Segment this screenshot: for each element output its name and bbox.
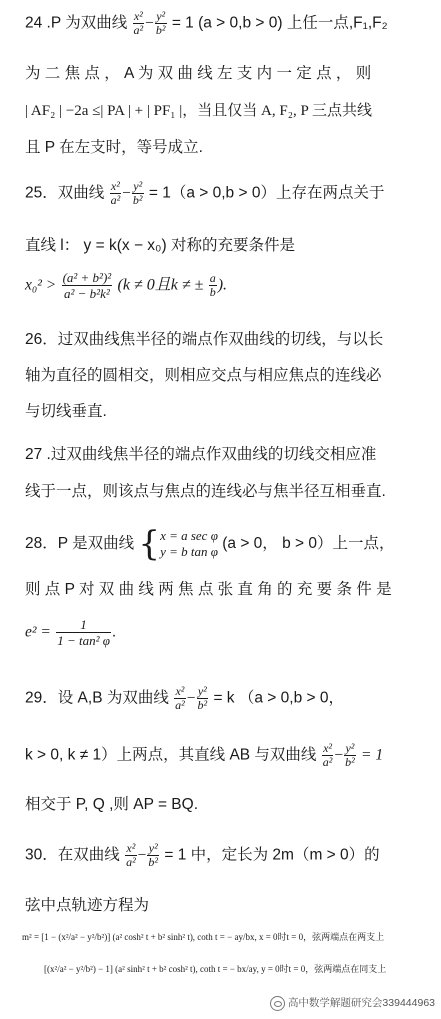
fraction-y2-b2: $\frac{\text{y²}}{\text{b²}}$ bbox=[148, 841, 159, 869]
item-24-line-1: 24 .P 为双曲线 $\frac{\text{x²}}{\text{a²}}$ − $\frac{\text{y²}}{\text{b²}}$ = 1 (a > 0,b > 0) 上任一点,F₁,F₂ bbox=[25, 9, 388, 37]
fraction-x2-a2: $\frac{\text{x²}}{\text{a²}}$ bbox=[322, 741, 333, 769]
fraction-condition: $\frac{\text{(a² + b²)²}}{\text{a² − b²k²}}$ bbox=[62, 270, 112, 301]
item-30-line-2: 弦中点轨迹方程为 bbox=[25, 897, 150, 914]
item-24-line-3: | AF₂ | −2a ≤| PA | + | PF₁ |，当且仅当 A, F₂, P 三点共线 bbox=[25, 103, 372, 119]
left-brace: { bbox=[138, 524, 161, 564]
fraction-x2-a2: $\frac{\text{x²}}{\text{a²}}$ bbox=[126, 841, 136, 869]
item-26-line-1: 26．过双曲线焦半径的端点作双曲线的切线，与以长 bbox=[25, 331, 384, 348]
watermark: 高中数学解题研究会339444963 bbox=[270, 995, 435, 1011]
fraction-y2-b2: $\frac{\text{y²}}{\text{b²}}$ bbox=[345, 741, 355, 769]
fraction-x2-a2: $\frac{\text{x²}}{\text{a²}}$ bbox=[133, 9, 144, 37]
item-26-line-2: 轴为直径的圆相交，则相应交点与相应焦点的连线必 bbox=[25, 367, 382, 384]
item-28-line-2: 则 点 P 对 双 曲 线 两 焦 点 张 直 角 的 充 要 条 件 是 bbox=[25, 581, 392, 598]
item-24-line-2: 为 二 焦 点 ， A 为 双 曲 线 左 支 内 一 定 点 ， 则 bbox=[25, 65, 372, 82]
fraction-y2-b2: $\frac{\text{y²}}{\text{b²}}$ bbox=[132, 179, 143, 207]
item-25-line-1: 25．双曲线 $\frac{\text{x²}}{\text{a²}}$ − $\frac{\text{y²}}{\text{b²}}$ = 1（a > 0,b > 0）上存在两点关于 bbox=[25, 179, 385, 207]
item-29-line-2: k > 0, k ≠ 1）上两点，其直线 AB 与双曲线 $\frac{\text{x²}}{\text{a²}}$ − $\frac{\text{y²}}{\text{b²}}$ = 1 bbox=[25, 741, 384, 769]
locus-formula-line-2: [(x²/a² − y²/b²) − 1] (a² sinh² t + b² cosh² t), coth t = − bx/ay, y = 0时t = 0，弦两端点在同支上 bbox=[44, 964, 387, 974]
item-25-line-3: x₀² > $\frac{\text{(a² + b²)²}}{\text{a² − b²k²}}$ (k ≠ 0且k ≠ ± $\frac{a}{b}$ ). bbox=[25, 270, 228, 301]
item-27-line-1: 27 .过双曲线焦半径的端点作双曲线的切线交相应准 bbox=[25, 446, 377, 463]
fraction-x2-a2: $\frac{\text{x²}}{\text{a²}}$ bbox=[175, 684, 185, 712]
item-29-line-1: 29．设 A,B 为双曲线 $\frac{\text{x²}}{\text{a²}}$ − $\frac{\text{y²}}{\text{b²}}$ = k （a > 0,b > 0， bbox=[25, 684, 344, 712]
item-29-line-3: 相交于 P, Q ,则 AP = BQ. bbox=[25, 796, 198, 813]
item-28-line-1: 28．P 是双曲线 { x = a sec φ y = b tan φ (a > 0， b > 0）上一点， bbox=[25, 524, 395, 564]
fraction-y2-b2: $\frac{\text{y²}}{\text{b²}}$ bbox=[155, 9, 166, 37]
locus-formula-line-1: m² = [1 − (x²/a² − y²/b²)] (a² cosh² t + b² sinh² t), coth t = − ay/bx, x = 0时t = 0，弦两端点在两支上 bbox=[22, 932, 385, 942]
fraction-a-b: $\frac{a}{b}$ bbox=[209, 271, 216, 299]
fraction-x2-a2: $\frac{\text{x²}}{\text{a²}}$ bbox=[110, 179, 121, 207]
fraction-eccentricity: $\frac{1}{\text{1 − tan² φ}}$ bbox=[57, 617, 110, 648]
item-27-line-2: 线于一点，则该点与焦点的连线必与焦半径互相垂直. bbox=[25, 483, 386, 500]
parametric-system: x = a sec φ y = b tan φ bbox=[160, 528, 218, 559]
item-25-line-2: 直线 l： y = k(x − x₀) 对称的充要条件是 bbox=[25, 237, 295, 254]
wechat-logo-icon bbox=[270, 996, 285, 1011]
item-26-line-3: 与切线垂直. bbox=[25, 403, 107, 420]
item-24-line-4: 且 P 在左支时，等号成立. bbox=[25, 139, 203, 156]
item-28-line-3: e² = $\frac{1}{\text{1 − tan² φ}}$ . bbox=[25, 617, 117, 648]
fraction-y2-b2: $\frac{\text{y²}}{\text{b²}}$ bbox=[197, 684, 208, 712]
item-30-line-1: 30．在双曲线 $\frac{\text{x²}}{\text{a²}}$ − $\frac{\text{y²}}{\text{b²}}$ = 1 中，定长为 2m（m > 0）的 bbox=[25, 841, 380, 869]
